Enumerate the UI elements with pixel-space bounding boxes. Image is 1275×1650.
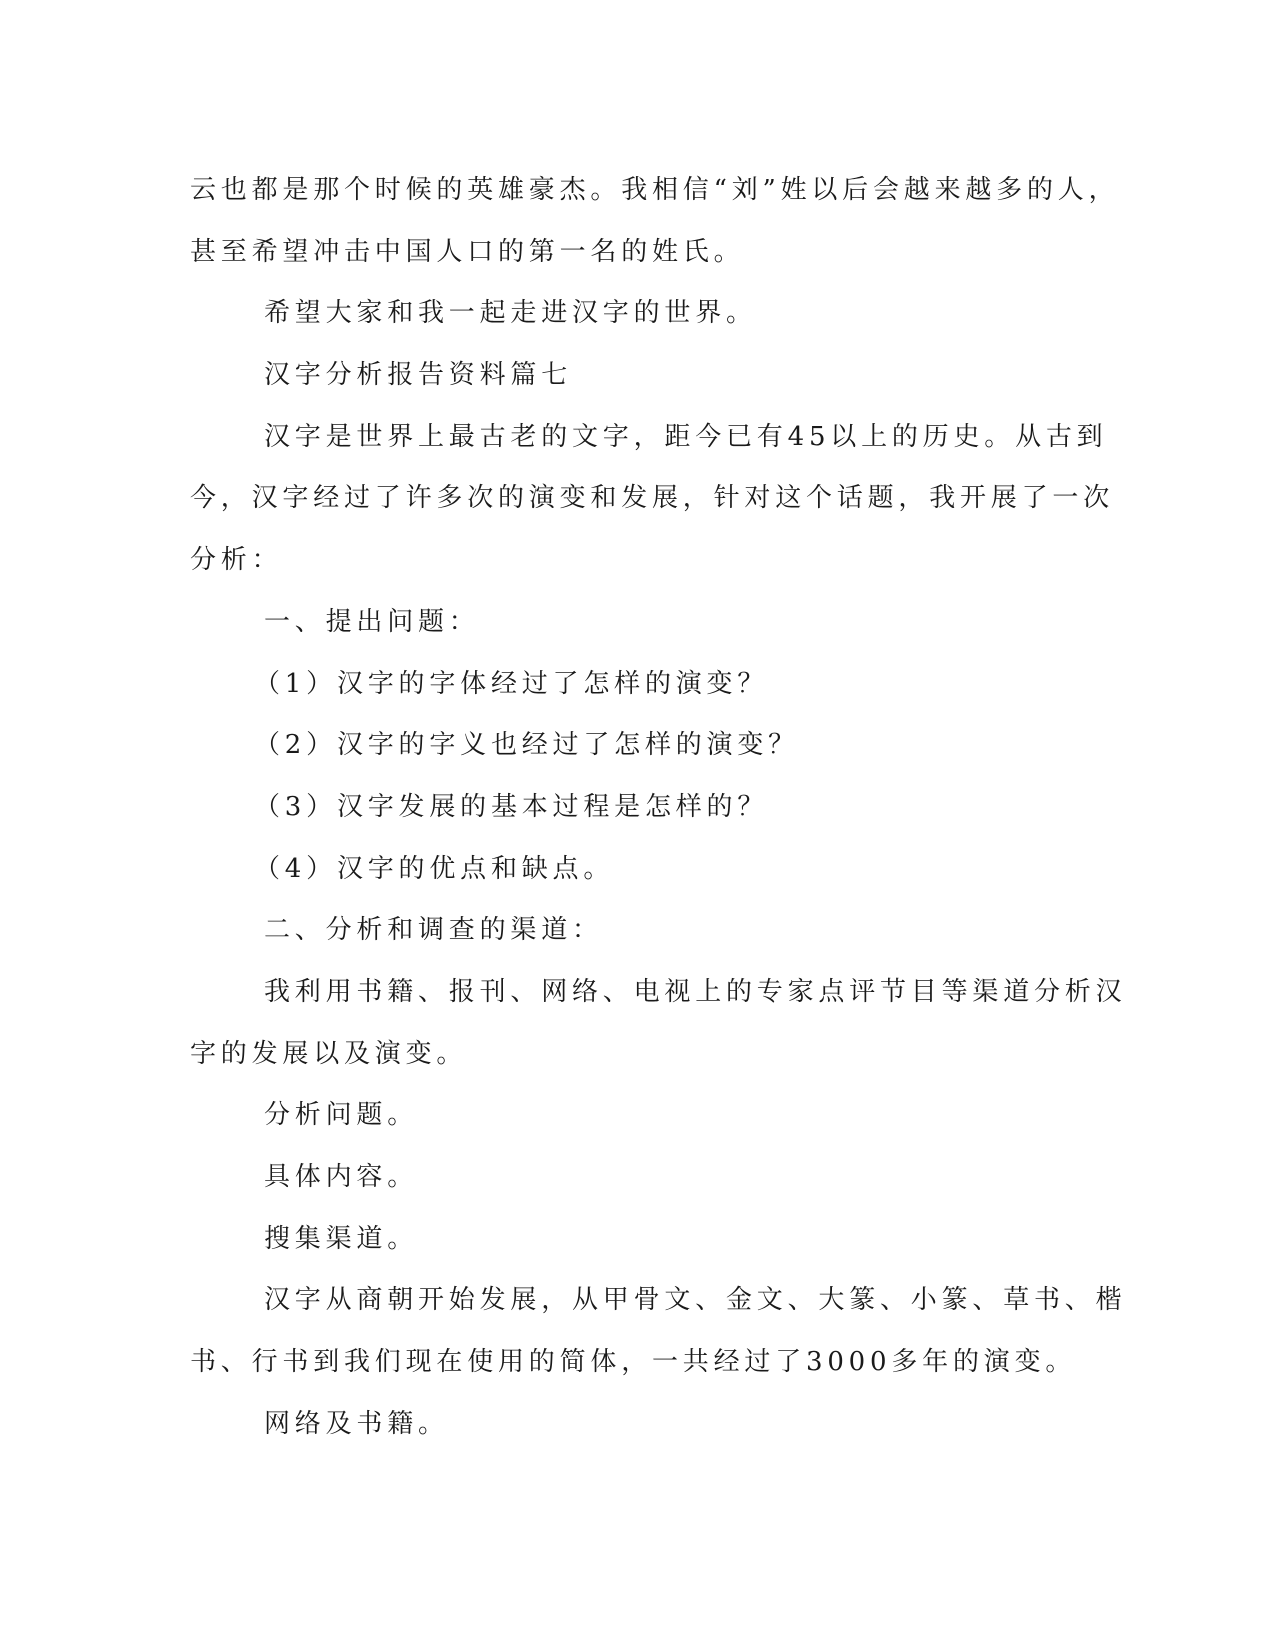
paragraph-line: 甚至希望冲击中国人口的第一名的姓氏。 xyxy=(190,236,745,267)
question-item: （3）汉字发展的基本过程是怎样的？ xyxy=(254,791,769,822)
paragraph-line: 希望大家和我一起走进汉字的世界。 xyxy=(264,298,757,329)
paragraph-line: 汉字是世界上最古老的文字，距今已有45以上的历史。从古到 xyxy=(264,421,1108,452)
question-item: （1）汉字的字体经过了怎样的演变？ xyxy=(254,668,769,699)
paragraph-line: 我利用书籍、报刊、网络、电视上的专家点评节目等渠道分析汉 xyxy=(264,976,1127,1007)
paragraph-line: 分析问题。 xyxy=(264,1100,419,1131)
subsection-heading: 一、提出问题： xyxy=(264,606,480,637)
paragraph-line: 书、行书到我们现在使用的简体，一共经过了3000多年的演变。 xyxy=(190,1347,1077,1378)
paragraph-line: 搜集渠道。 xyxy=(264,1223,419,1254)
paragraph-line: 具体内容。 xyxy=(264,1162,419,1192)
paragraph-line: 字的发展以及演变。 xyxy=(190,1038,468,1069)
subsection-heading: 二、分析和调查的渠道： xyxy=(264,915,603,946)
paragraph-line: 网络及书籍。 xyxy=(264,1408,449,1439)
document-body xyxy=(190,160,1127,1455)
paragraph-line: 分析： xyxy=(190,545,283,576)
paragraph-line: 云也都是那个时候的英雄豪杰。我相信“刘”姓以后会越来越多的人， xyxy=(190,175,1120,205)
question-item: （2）汉字的字义也经过了怎样的演变？ xyxy=(254,730,799,761)
question-item: （4）汉字的优点和缺点。 xyxy=(254,853,615,884)
paragraph-line: 汉字从商朝开始发展，从甲骨文、金文、大篆、小篆、草书、楷 xyxy=(264,1285,1127,1316)
paragraph-line: 今，汉字经过了许多次的演变和发展，针对这个话题，我开展了一次 xyxy=(190,483,1115,514)
section-heading: 汉字分析报告资料篇七 xyxy=(264,360,573,391)
